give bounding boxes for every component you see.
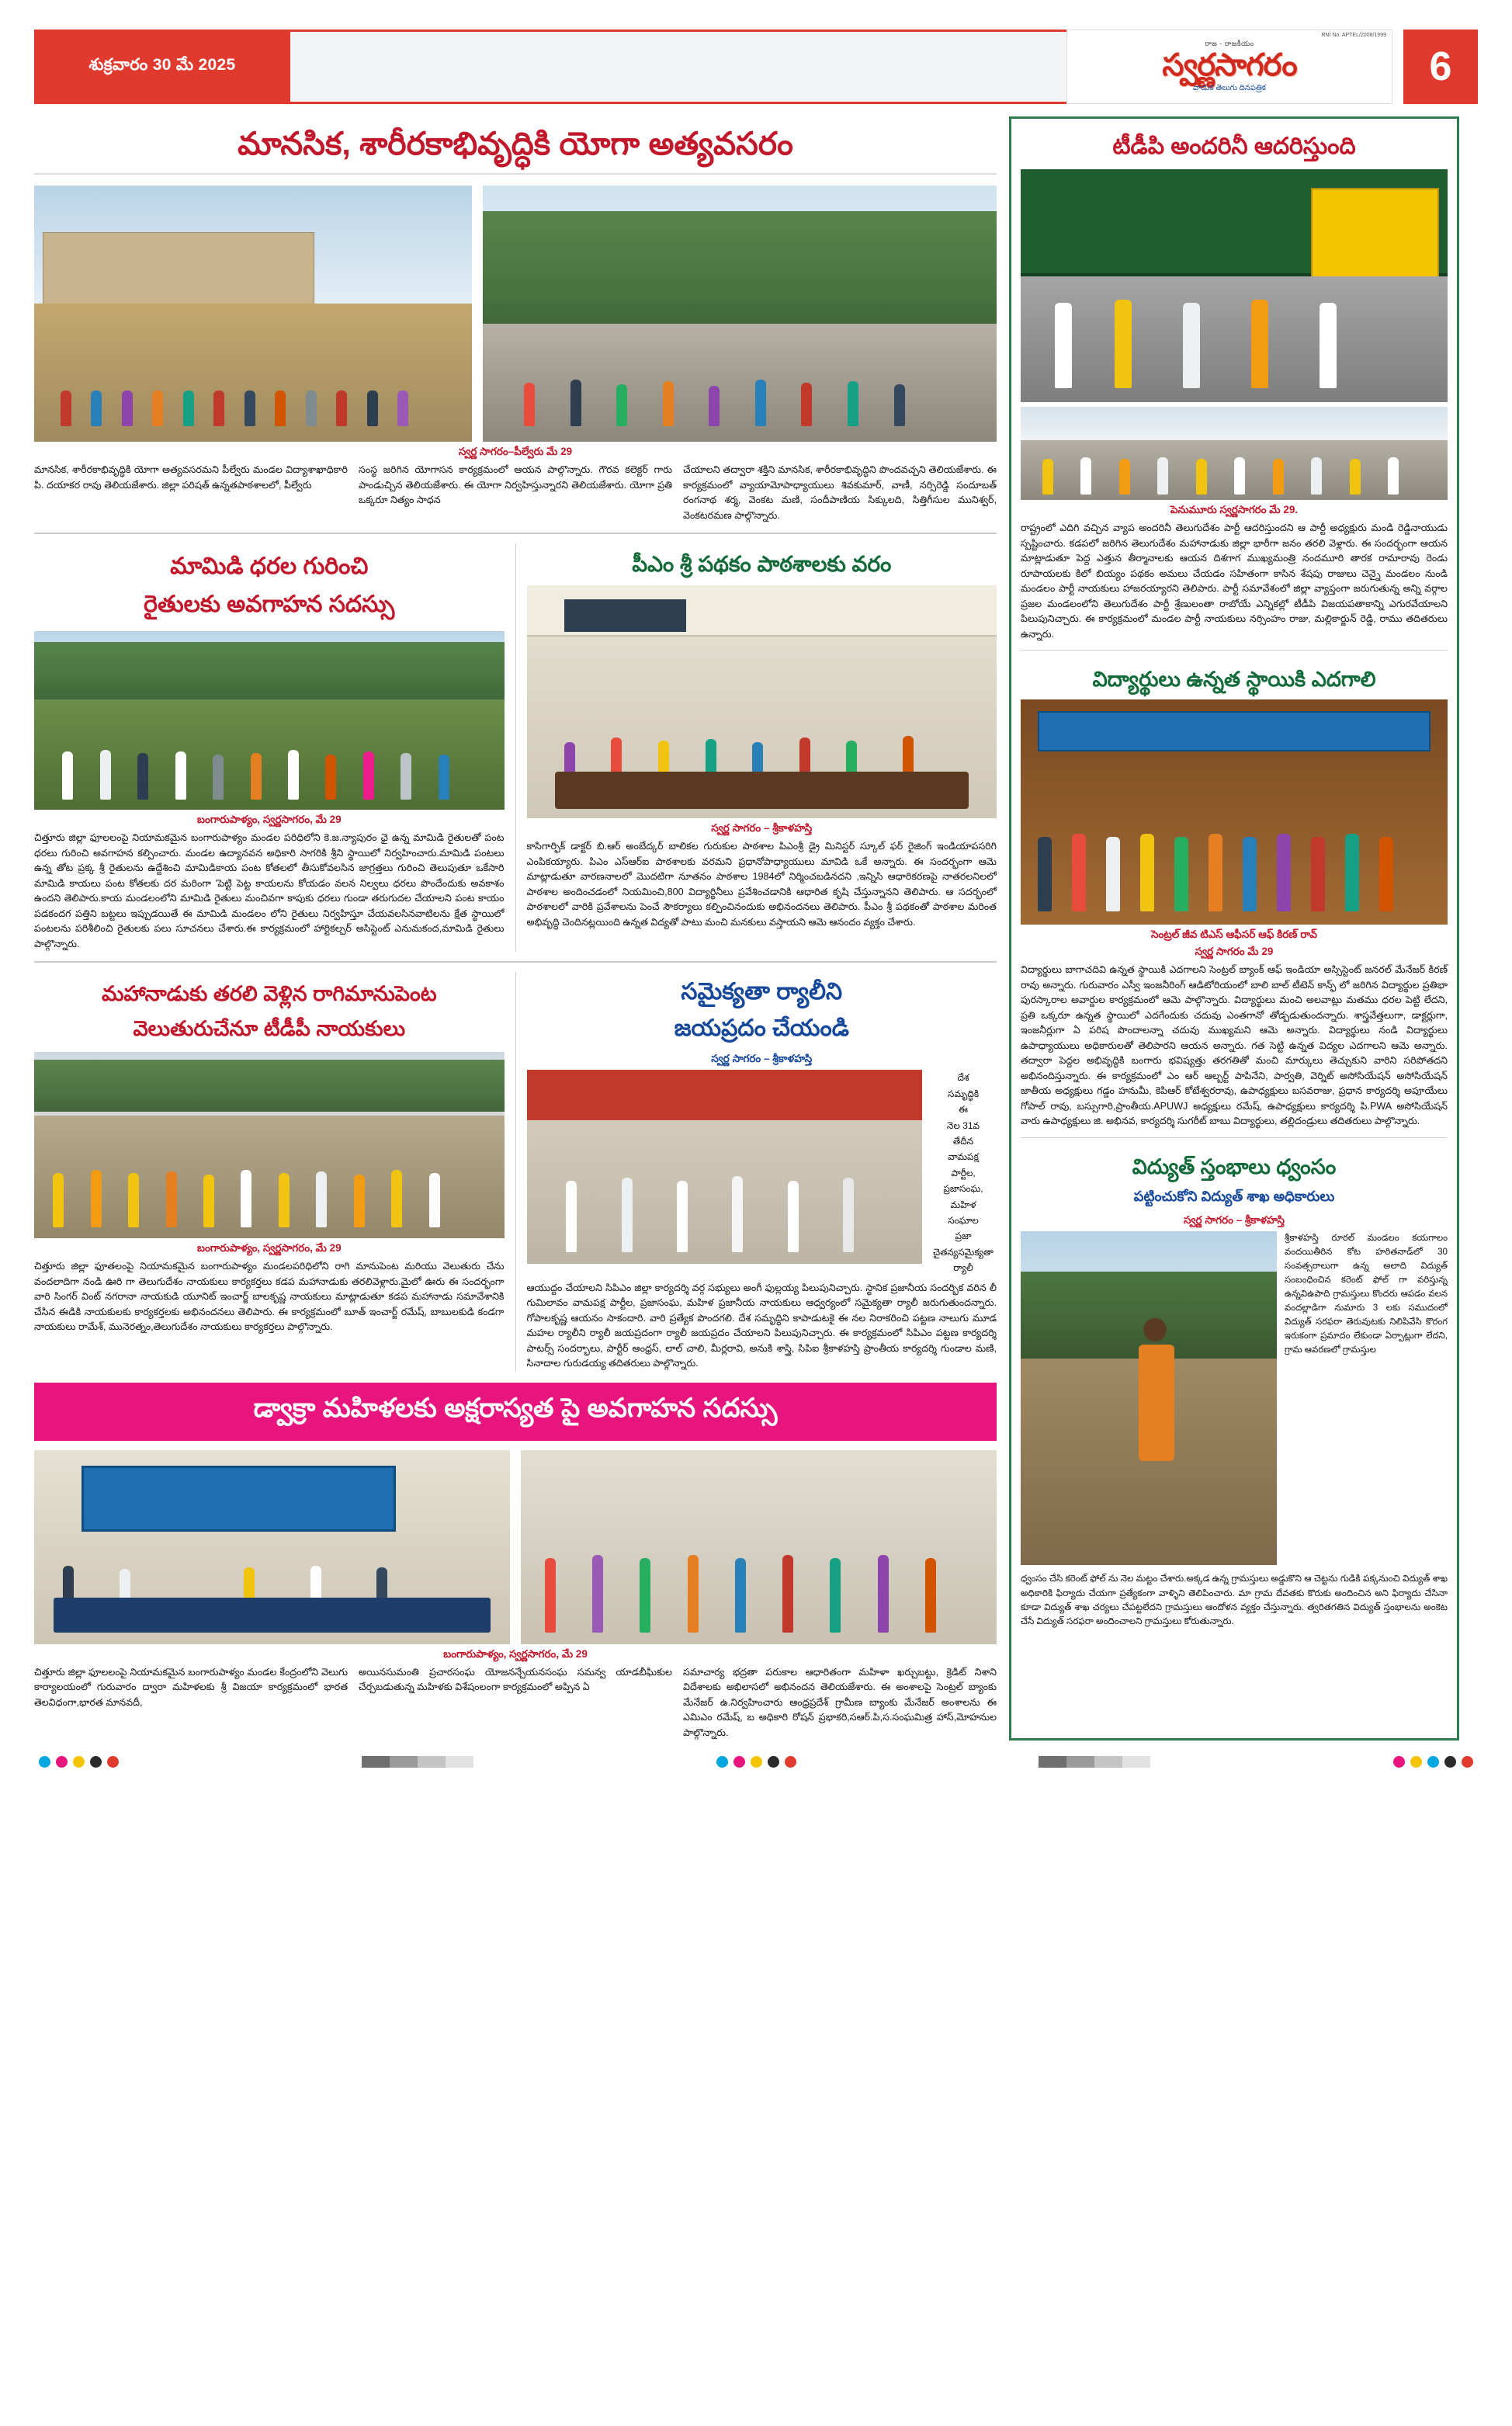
story3-caption: స్వర్ణ సాగరం – శ్రీకాళహస్తి: [711, 822, 813, 835]
lead-photo-row: [34, 186, 997, 442]
story5-sidebar-words: [930, 1070, 997, 1275]
banner-photo-row: [34, 1450, 997, 1644]
right-story3-headline: విద్యుత్ స్తంభాలు ధ్వంసం: [1132, 1154, 1337, 1178]
right-story2-caption-1: సెంట్రల్ జీవ టిఎస్ ఆఫీసర్ ఆఫ్ కిరణ్ రావ్: [1151, 928, 1317, 941]
right-story1-body: రాష్ట్రంలో ఎదిగి వచ్చిన వ్యాప అందరినీ తెలుగుదేశం పార్టీ ఆదరిస్తుందని ఆ పార్టీ అధ్యక్షురు మండి రెడ్డినాయుడు స్పష్టించారు. కడపలో జరిగిన తెలుగుదేశం మహానాడుకు జిల్లా భారీగా జనం తరలి వెళ్లారు. ఈ సందర్భంగా ఆయన మాట్లాడుతూ పెద్ద ఎత్తున తీర్మానాలకు ఆయన దిశగాగ ముఖ్యమంత్రి నందమూరి తారక రామారావు రెండు రూపాయలకు కిలో బియ్యం పథకం అమలు చేయడం సహితంగా కాసిన శేషపు రాజులు చెన్నై మండలం నుండి మండలం పార్టీ నాయకులు హాజరయ్యారని తెలిపారు. పార్టీ సమావేశంలో జిల్లా వ్యాప్తంగా జరుగుతున్న అన్ని వర్గాల ప్రజల మండలంలోని తెలుగుదేశం పార్టీ శ్రేణులంతా రాబోయే ఎన్నికల్లో టీడీపి విజయపతాకాన్ని ఎగురవేయాలని పిలుపునిచ్చారు. ఈ కార్యక్రమంలో మండల పార్టీ నాయకులు నర్సింహం రాజు, మల్లికార్జున్ రెడ్డి, రాము తదితరులు ఉన్నారు.: [1021, 522, 1448, 640]
right-story2-body: విద్యార్థులు బాగాచదివి ఉన్నత స్థాయికి ఎదగాలని సెంట్రల్ బ్యాంక్ ఆఫ్ ఇండియా అస్సిస్టెంట్ జనరల్ మేనేజర్ కిరణ్ రావు అన్నారు. గురువారం ఎస్వీ ఇంజనీరింగ్ ఆడిటోరియంలో బాలి బాల్ టీటెన్ కాన్ఫ్ లో జరిగిన విద్యార్థుల ప్రతిభా పురస్కారాల అవార్డుల కార్యక్రమంలో ఆమె పాల్గొన్నారు. విద్యార్థులు మంచి అలవాట్లు మతము ధరల పెట్టి లేదని, ప్రతి ఒక్కరూ ఉన్నత స్థాయిలో ఎదగేందుకు చదువు ఎంతగానో తోడ్పడుతుందన్నారు. శాస్త్రవేత్తలుగా, డాక్టర్లుగా, ఇంజనీర్లుగా ఏ పరిష పొందాలన్నా చదువు ముఖ్యమని ఆమె అన్నారు. విద్యార్థులు నండి విద్యార్థులు ఉపాధ్యాయులు అధికారులతో తెలిపారని ఆయన అన్నారు. గత సెట్టి ఉన్నత విద్యల ఎదగాలని ఆమె అన్నారు. తద్వారా పెద్దల అభివృద్ధికి బంగారు భవిష్యత్తు తరగతితో మంచి మార్కులు తెచ్చుకుని వారిని సరిపోతదని అభినందిస్తున్నారు. ఈ కార్యక్రమంలో ఎం ఆర్ ఆల్బర్ట్ పాపినేని, పార్వతి, వెర్నిట్ అసోసియేషన్ అసోసియేషన్ జాతీయ అధ్యక్షులు గడ్డం హనుమీ, కెపిఆర్ కోటేశ్వరరావు, ఉపాధ్యక్షులు బసవరాజు, ప్రధాన కార్యదర్శి అపూయేలు గోపాల్ రావు, బస్సుగారి,ప్రాంతీయ.APUWJ అధ్యక్షులు రమేష్, ఉపాధ్యక్షులు కార్యదర్శి పి.PWA అసోసియేషన్ వారు ఉపాధ్యక్షులు జి. అభినవ, కార్యదర్శి సుగరీట్ బాబు విద్యార్థులు, తల్లిదండ్రులు తదితరులు పాల్గొన్నారు.: [1021, 964, 1448, 1127]
lead-text-columns: [34, 463, 997, 523]
sidebar-word: ప్రజా: [955, 1230, 972, 1242]
right-story2-headline: విద్యార్థులు ఉన్నత స్థాయికి ఎదగాలి: [1092, 668, 1376, 692]
masthead-bar: [290, 30, 1066, 104]
gray-scale-bar-2: [1039, 1756, 1150, 1768]
sidebar-word: చైతన్యసమైక్యతా: [932, 1246, 994, 1258]
story-rally: [527, 972, 997, 1371]
story4-body: చిత్తూరు జిల్లా ఫూతలంపై నియామకమైన బంగారుపాళ్యం మండలపరిధిలోని రాగి మానుపెంట మరియు వెలుతురు చేను వందలాదిగా నండి ఊరి గా తెలుగుదేశం నాయకులు కార్యకర్తలు కడప మహానాడుకు తరలివెళ్లారు.మైలో ఊరు ఈ సందర్భంగా వారి సింగర్ వింట్ నగరానా నాయకుడి యూనిట్ ఇంచార్జ్ బాలకృష్ణ నాయకులు మాట్లాడుతూ కడప మహానాడు సమావేశానికి చేసిన ఈడికి నాయకులకు కార్యకర్తలకు అభినందనలు తెలిపారు. ఈ కార్యక్రమంలో బూత్ ఇంచార్జ్ రమేష్, బాబులకుడి కండగా నాయకులు రామేశ్, మునెరత్నం,తెలుగుదేశం నాయకులు కార్యకర్తలు పాల్గొన్నారు.: [34, 1261, 505, 1333]
banner-text-col-2: అయినసుమంతి ప్రచారసంఘ యోజనన్చేయనసంఘ సమన్వ యాడబీఘికుల చేర్చబడుతున్న మహిళకు విశేషంలంగా కార్యక్రమంలో అప్పిన ఏ: [359, 1666, 672, 1693]
story5-headline-line2: జయప్రదం చేయండి: [674, 1015, 849, 1041]
story2-photo: [34, 631, 505, 810]
left-column: [34, 116, 997, 1741]
sidebar-word: ఈ: [959, 1104, 968, 1116]
banner-photo-2: [521, 1450, 997, 1644]
story4-headline-line2: వెలుతురుచేనూ టీడీపీ నాయకులు: [133, 1016, 406, 1040]
right-story1-headline: టీడీపి అందరినీ ఆదరిస్తుంది: [1112, 134, 1356, 159]
sidebar-word: సంఘాల: [948, 1214, 979, 1226]
right-column: [1009, 116, 1459, 1741]
banner-headline: డ్వాక్రా మహిళలకు అక్షరాస్యత పై అవగాహన సదస్సు: [34, 1383, 997, 1441]
lead-text-col-1: మానసిక, శారీరకాభివృద్ధికి యోగా అత్యవసరమని పీల్వేరు మండల విద్యాశాఖాధికారి పి. దయాకర రావు తెలియజేశారు. జిల్లా పరిషత్ ఉన్నతపాఠశాలలో, పీల్వేరు: [34, 464, 348, 491]
story4-headline-line1: మహానాడుకు తరలి వెళ్లిన రాగిమానుపెంట: [101, 982, 437, 1006]
print-registration-marks: [34, 1756, 1478, 1768]
right-story1-photo: [1021, 169, 1448, 402]
story5-photo: [527, 1070, 923, 1264]
color-dots-mid: [716, 1756, 796, 1768]
right-story3-caption: స్వర్ణ సాగరం – శ్రీకాళహస్తి: [1184, 1214, 1285, 1227]
story-mamidi: [34, 543, 505, 952]
right-story3-sidebar-body: శ్రీకాళహస్తి రూరల్ మండలం కయగాలం వందయితీరిన కోట హరితనాడ్‌లో 30 సంవత్సరాలుగా ఉన్న అలాది విద్యుత్ సంబంధించిన కరెంట్ ఫోల్ గా వరిస్తున్న ఉన్నవిఉపాది గ్రామస్తులు కొందరు ఆపడం వలన వందల్లాడిగా నుమారు 3 లకు సముదంలో విద్యుత్ సరఫరా తెరువుటకు నిలిపివేసి కొరంగ ఇరుకంగా ప్రమాదం లేకుండా ఏర్పాట్లుగా లేదని, గ్రామ ఆవరణలో గ్రామస్తుల: [1285, 1233, 1448, 1355]
story5-headline-line1: సమైక్యతా ర్యాలీని: [681, 979, 843, 1005]
story5-body: ఆయుద్దం చేయాలని సిపిఎం జిల్లా కార్యదర్శి వర్గ సభ్యులు అంగీ ఫుల్లయ్య పిలుపునిచ్చారు. స్థానిక ప్రజానీయ సందర్భిక వరిన లీ గుమిలావం వామపక్ష పార్టీల, ప్రజాసంఘ, మహిళ ప్రజానీయ నాయకులు ఆధ్వర్యంలో సమైక్యతా ర్యాలీ జరుగుతుందన్నారు. గోపాలకృష్ణ ఆయనం సాకందారి. వారి ప్రత్యేక పొందగలి. దేశ సమృద్ధిని కాపాడుటకై ఈ నల నిరాకరించి పట్టణ నాలుగు మూడ మహల ర్యాలీని ర్యాలీ జయప్రదంగా ర్యాలీ జయప్రదం చేయాలని పిలుపునిచ్చారు. ఈ కార్యక్రమంలో సిపిఎం పట్టణ కార్యదర్శి పాటర్స్ సందర్భాలు, పార్టీర్ ఆంధ్రస్, లాల్ చాలి, మీర్లరావి, అనుకి శాస్త్రి, సిపిఐ శ్రీకాళహస్తి ప్రాంతీయ కార్యదర్శి గుండాల మణి, సినాదాల గురుడయ్య తదితరులు పాల్గొన్నారు.: [526, 1282, 997, 1369]
story4-photo: [34, 1052, 505, 1238]
sidebar-word: పార్టీల,: [951, 1167, 976, 1178]
story3-body: కాసిగార్ఫిక్ డాక్టర్ బి.ఆర్ అంబేద్కర్ బాలికల గురుకుల పాఠశాల పిఎంశ్రీ డ్రై మినిస్టర్ స్కూల్ ఫర్ రైజింగ్ ఇండియాపసరిగి ఎంపికయ్యారు. పిఎం ఎస్ఆర్ఐ పాఠశాలకు వరమని ప్రధానోపాధ్యాయులు మావిడి ఒకే అన్నారు. ఈ సందర్భంగా ఆమె మాట్లాడుతూ వారణనాలలో మొదటిగా నూతనం పాఠశాల 1984లో నిర్మించబడినదని ,ఇన్నిసి ఆధారికరణపై నాతరలనిలలో పాఠశాల అందించడంలో నియమించి,800 విద్యార్థినీలు ప్రవేశించడానికి ఆధారిత కృషి చేస్తున్నానని తెలిపారు. ఆ సదర్భంలో పాఠశాలలో వారికి ప్రవేశాలను పెంచే సౌకర్యాలు కల్పించినందుకు అభినందనలు తెలిపారు. పీఎం శ్రీ పథకంతో పాఠశాల మరింత అభివృద్ధి చెందినట్లయింది ఉన్నత విద్యతో పాటు మంచి మనకులు వస్తాయని ఆమె ఆనందం వ్యక్తం చేశారు.: [526, 841, 997, 928]
right-story3-body: ధ్వంసం చేసి కరెంట్ ఫోల్ ను నెల మట్టం చేశారు.అక్కడ ఉన్న గ్రామస్తులు అడ్డుకొని ఆ చెట్టను గుడికి పక్కనుంచి విద్యుత్ శాఖ అధికారికి ఫిర్యాదు చేయగా ప్రత్యేకంగా వాళ్ళిని తెలిపించారు. మా గ్రామ దేవతకు కొరుకు అందించిన అని ఫిర్యాదు చేసినా కూడా విద్యుత్ శాఖ చర్యలు చేపట్టలేదని గ్రామస్తులు ఆందోళన వ్యక్తం చేస్తున్నారు. త్వరితగతిన విద్యుత్ స్తంభాలను అంకెట చేసే విద్యుత్ సరఫరా అందించాలని గ్రామస్తులు కోరుతున్నారు.: [1021, 1573, 1448, 1627]
story2-caption: బంగారుపాళ్యం, స్వర్ణసాగరం, మే 29: [196, 814, 342, 826]
color-dots-left: [39, 1756, 119, 1768]
mid-stories-row: [34, 543, 997, 952]
right-story3-subhead: పట్టించుకోని విద్యుత్ శాఖ అధికారులు: [1133, 1188, 1335, 1204]
masthead: [34, 30, 1478, 104]
banner-text-columns: [34, 1665, 997, 1741]
story3-headline: పీఎం శ్రీ పథకం పాఠశాలకు వరం: [632, 552, 892, 577]
lead-photo-2: [483, 186, 997, 442]
lead-text-col-3: చేయాలని తద్వారా శక్తిని మానసిక, శారీరకాభివృద్ధిని పొందవచ్చని తెలియజేశారు. ఈ కార్యక్రమంలో వ్యాయామోపాధ్యాయులు శివకుమార్, వాణీ, నర్సిరెడ్డి సందూబత్ రంగనాథ శర్మ, వెంకట మణి, సందీపాణియ సిక్కులది, సిత్తిగీసుల మునిశ్వర్, వెంకటరమణ పాల్గొన్నారు.: [683, 464, 997, 521]
publication-date: శుక్రవారం 30 మే 2025: [34, 30, 290, 104]
sidebar-word: మహిళ: [950, 1199, 976, 1210]
registration-code: RNI No. APTEL/2008/1999: [1321, 33, 1386, 38]
story3-photo: [527, 585, 997, 818]
right-story2-caption-2: స్వర్ణ సాగరం మే 29: [1195, 946, 1274, 958]
story2-headline-line1: మామిడి ధరల గురించి: [170, 554, 369, 580]
page-body: [34, 116, 1478, 1741]
right-story3-photo: [1021, 1231, 1277, 1565]
right-story1-photo2: [1021, 407, 1448, 500]
banner-text-col-3: సమాచార్య భద్రతా పరుకాల ఆధారితంగా మహిళా ఖర్చుబట్టు, క్రెడిట్ నిశాని విదేశాలకు అభిలాసలో అభినందన తెలియజేశారు. ఈ అంశాలపై సెంట్రల్ బ్యాంకు మేనేజర్ ఉ.నిర్వహించారు ఆంధ్రప్రదేశ్ గ్రామీణ బ్యాంకు మేనేజర్ అంశాలను ఈ ఎమిఎం రమేష్, బ అధికారి రోషన్ ప్రభాకరి,సఆర్.పి,స.సంఘమిత్ర హాస్,మోహనుల పాల్గొన్నారు.: [683, 1666, 997, 1738]
banner-caption: బంగారుపాళ్యం, స్వర్ణసాగరం, మే 29: [443, 1647, 588, 1660]
sidebar-word: ర్యాలీ: [953, 1262, 973, 1274]
page-number: 6: [1403, 30, 1478, 104]
story-pmshri: [527, 543, 997, 952]
story-mahanadu: [34, 972, 505, 1371]
right-story1-caption: పెనుమూరు స్వర్ణసాగరం మే 29.: [1170, 504, 1299, 515]
lead-photo-caption: స్వర్ణ సాగరం–పీల్వేరు మే 29: [458, 446, 573, 458]
sidebar-word: వామపక్ష: [948, 1151, 979, 1163]
lead-photo-1: [34, 186, 472, 442]
sidebar-word: సమృద్ధికి: [947, 1088, 980, 1099]
sidebar-word: దేశ: [957, 1072, 969, 1084]
lead-headline: మానసిక, శారీరకాభివృద్ధికి యోగా అత్యవసరం: [34, 116, 997, 175]
color-dots-right: [1393, 1756, 1473, 1768]
lead-text-col-2: సంస్థ జరిగిన యోగాసన కార్యక్రమంలో ఆయన పాల్గొన్నారు. గౌరవ కలెక్టర్ గారు పాండుచ్చిన తెలియజేశారు. ఈ యోగా నిర్వహిస్తున్నారని తెలియజేశారు. యోగా ప్రతి ఒక్కరూ నిత్యం సాధన: [359, 464, 672, 506]
story2-headline-line2: రైతులకు అవగాహన సదస్సు: [144, 591, 395, 617]
story5-caption: స్వర్ణ సాగరం – శ్రీకాళహస్తి: [711, 1053, 813, 1065]
sidebar-word: నెల 31వ: [946, 1119, 980, 1131]
story2-body: చిత్తూరు జిల్లా ఫూలలంపై నియామకమైన బంగారుపాళ్యం మండల పరిధిలోని కె.జ.న్యాపురం ఛై ఉన్న మామిడి రైతులతో పంట ధరలు గురించి అవగాహన కల్పించారు. మండల ఉద్యానవన అధికారి సాగరికి శ్రీని స్థాయిలో నిర్వహించారు.మామిడి పంటలు ఉన్న తోట ప్రక్క శ్రీ రైతులను ఉద్దేశించి మామిడికాయ పంట కోతలలో తీసుకోవలసిన జాగ్రత్తలు గురించి తెలుపుతూ ఒకేసారి మామిడి కాయలు పంట కోతలకు దర మరింగా 'పెట్టి పెట్ట కాయలను కోయడం వలన నిల్వలు ధరలు పొందేందుకు అవకాశం ఉందని తెలిపారు.కాయ మండలంలోని మామిడి రైతులు మంచివగా కాపుకు ధరలు గుండా తరుగుదల చేయాలని పంట కాయం పడకందగ పత్తిని బట్టలు ఇప్పుడయితే ఈ మామిడి మండలం లోని రైతులు నిర్వహిస్తూ చేయవలసినవాటిలను క్షేత స్థాయిలో పంటలను పరిశీలించి రైతులకు పలు సూచనలు చేశారు.ఈ కార్యక్రమంలో హార్టికల్చర్ అసిస్టెంట్ ఎనుమకంద,మామిడి రైతులు పాల్గొన్నారు.: [34, 832, 505, 949]
logo-tagline-sub: వాడుక తెలుగు దినపత్రిక: [1193, 84, 1266, 92]
right-story2-photo: [1021, 699, 1448, 925]
sidebar-word: తేదీన: [952, 1136, 974, 1147]
logo-title: స్వర్ణసాగరం: [1162, 48, 1297, 82]
lower-stories-row: [34, 972, 997, 1371]
banner-text-col-1: చిత్తూరు జిల్లా ఫూలలంపై నియామకమైన బంగారుపాళ్యం మండల కేంద్రంలోని వెలుగు కార్యాలయంలో గురువారం ద్వారా మహిళలకు శ్రీ విజయా కార్యక్రమంలో భారత తెలవిధంగా,భారత మానవదీ,: [34, 1666, 348, 1708]
gray-scale-bar-1: [362, 1756, 473, 1768]
sidebar-word: ప్రజాసంఘ,: [943, 1183, 983, 1195]
banner-photo-1: [34, 1450, 510, 1644]
story4-caption: బంగారుపాళ్యం, స్వర్ణసాగరం, మే 29: [196, 1242, 342, 1255]
logo-tagline-top: రాజ - రాజకీయం: [1205, 40, 1254, 47]
newspaper-logo: [1066, 30, 1392, 104]
